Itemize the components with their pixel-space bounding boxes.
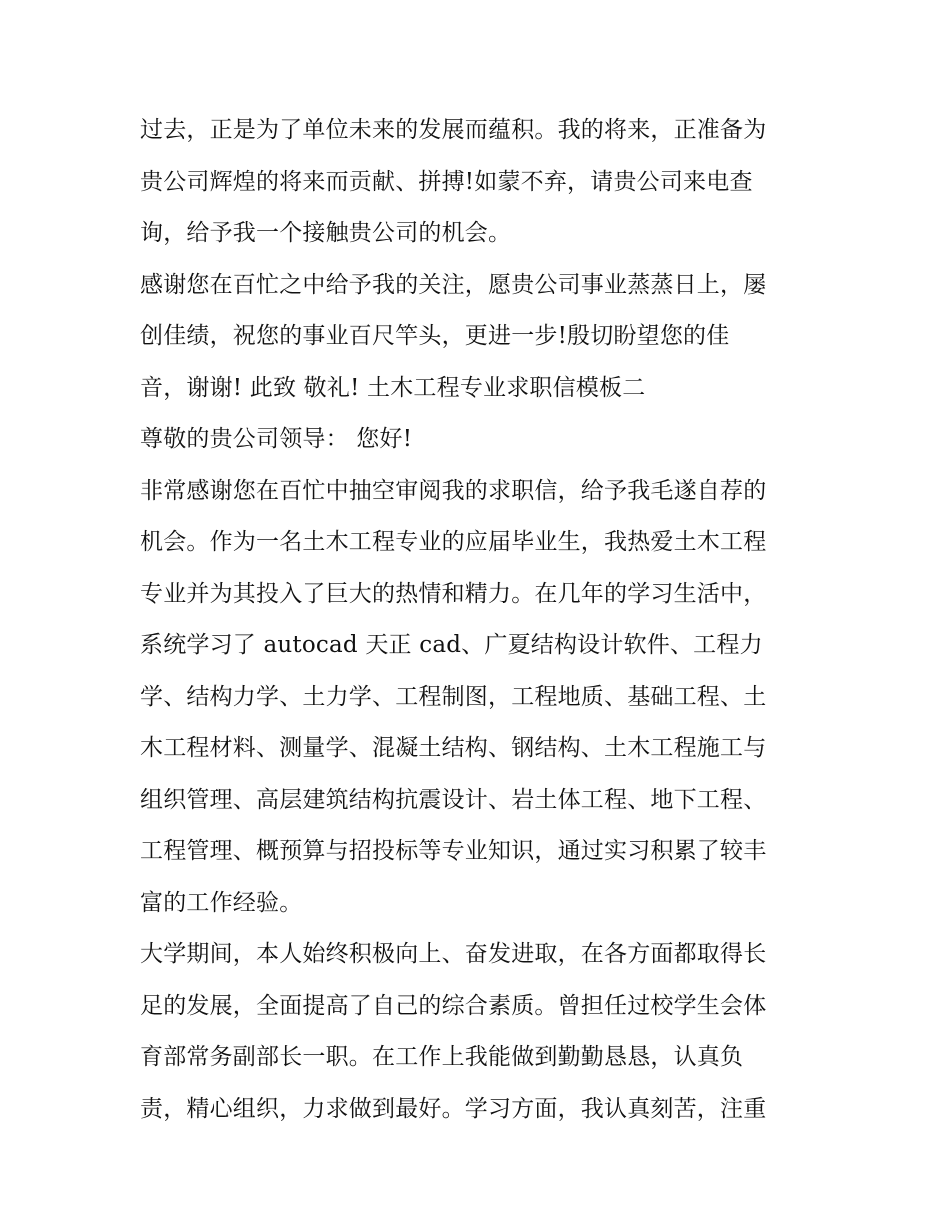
text-line: 系统学习了 autocad 天正 cad、广夏结构设计软件、工程力 [140,632,763,658]
text-line: 学、结构力学、土力学、工程制图，工程地质、基础工程、土 [140,683,767,710]
text-line: 责，精心组织，力求做到最好。学习方面，我认真刻苦，注重 [140,1095,767,1122]
text-line: 创佳绩，祝您的事业百尺竿头，更进一步!殷切盼望您的佳 [140,323,730,349]
text-line: 音，谢谢! 此致 敬礼! 土木工程专业求职信模板二 [140,374,646,401]
letter-body [140,108,830,1138]
text-line: 过去，正是为了单位未来的发展而蕴积。我的将来，正准备为 [140,117,767,143]
text-line: 大学期间，本人始终积极向上、奋发进取，在各方面都取得长 [140,941,767,967]
text-line: 育部常务副部长一职。在工作上我能做到勤勤恳恳，认真负 [140,1044,744,1070]
text-line: 专业并为其投入了巨大的热情和精力。在几年的学习生活中， [140,580,767,607]
text-line: 感谢您在百忙之中给予我的关注，愿贵公司事业蒸蒸日上，屡 [140,271,767,298]
text-line: 询，给予我一个接触贵公司的机会。 [140,220,512,246]
text-line: 非常感谢您在百忙中抽空审阅我的求职信，给予我毛遂自荐的 [140,477,767,504]
text-line: 贵公司辉煌的将来而贡献、拼搏!如蒙不弃，请贵公司来电查 [140,168,753,195]
text-line: 富的工作经验。 [140,889,303,916]
text-line: 机会。作为一名土木工程专业的应届毕业生，我热爱土木工程 [140,529,767,555]
text-line: 工程管理、概预算与招投标等专业知识，通过实习积累了较丰 [140,838,767,864]
text-line: 足的发展，全面提高了自己的综合素质。曾担任过校学生会体 [140,992,767,1019]
text-line: 木工程材料、测量学、混凝土结构、钢结构、土木工程施工与 [140,735,767,761]
text-line: 尊敬的贵公司领导： 您好! [140,426,413,452]
text-line: 组织管理、高层建筑结构抗震设计、岩土体工程、地下工程、 [140,786,767,813]
